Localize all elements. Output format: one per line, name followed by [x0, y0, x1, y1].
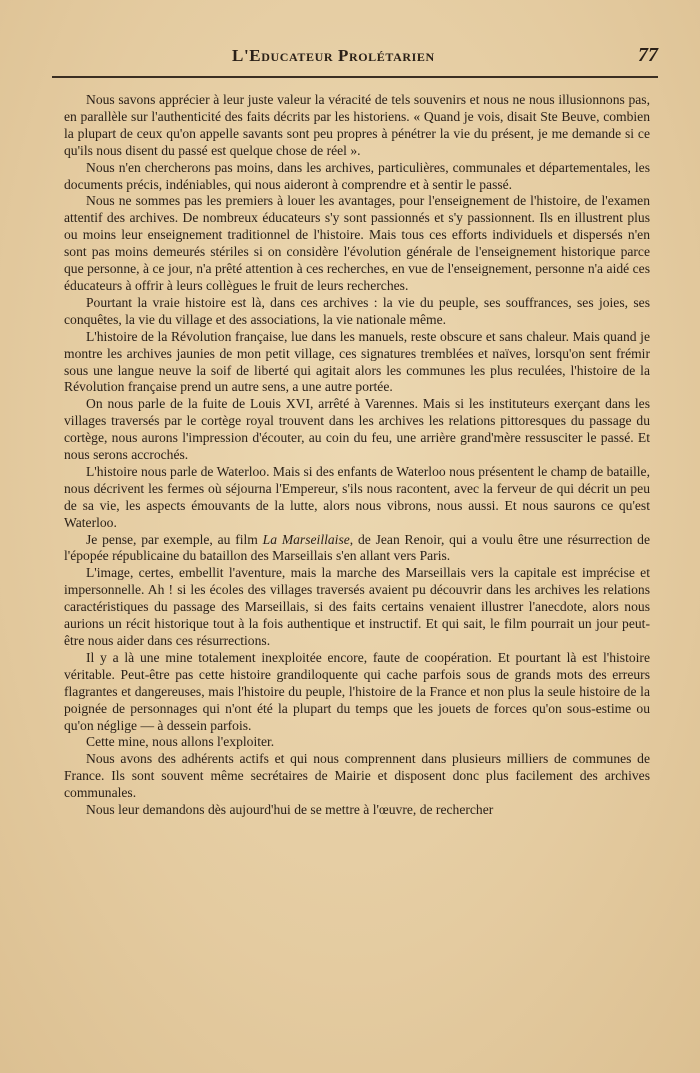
film-title: La Marseillaise — [262, 531, 350, 547]
running-title: L'Educateur Prolétarien — [232, 46, 435, 65]
paragraph — [64, 532, 650, 566]
page-header — [52, 44, 658, 78]
paragraph: Nous avons des adhérents actifs et qui nous comprennent dans plusieurs milliers de communes de France. Ils sont souvent même secrétaires de Mairie et disposent donc plus facilement des archives communales. — [64, 751, 650, 801]
page-number: 77 — [638, 44, 658, 66]
text-run: , de Jean Renoir, qui a voulu être une résurrection de l'épopée républicaine du bataillon des Marseillais s'en allant vers Paris. — [64, 531, 650, 564]
text-run: Je pense, par exemple, au film — [86, 531, 263, 547]
paragraph: Il y a là une mine totalement inexploitée encore, faute de coopération. Et pourtant là est l'histoire véritable. Peut-être pas cette histoire grandiloquente qui cache parfois sous de grands mots des erreurs flagrantes et dangereuses, mais l'histoire du peuple, l'histoire de la France et non plus la seule histoire de la poignée de personnages qui n'ont été la plupart du temps que les jouets de forces qu'on sous-estime ou qu'on néglige — à dessein parfois. — [64, 649, 650, 733]
paragraph: Nous ne sommes pas les premiers à louer les avantages, pour l'enseignement de l'histoire, de l'examen attentif des archives. De nombreux éducateurs s'y sont passionnés et s'y passionnent. Ils en illustrent plus ou moins leur enseignement traditionnel de l'histoire. Mais tous ces efforts individuels et dispersés n'en sont pas moins demeurés stériles si on considère l'évolution générale de l'enseignement historique parce que personne, à ce jour, n'a prêté attention à ces recherches, en vue de l'enseignement, personne n'a aidé ces éducateurs à offrir à leurs collègues le fruit de leurs recherches. — [64, 193, 650, 293]
paragraph: Nous leur demandons dès aujourd'hui de se mettre à l'œuvre, de rechercher — [86, 802, 494, 818]
paragraph: L'histoire de la Révolution française, lue dans les manuels, reste obscure et sans chaleur. Mais quand je montre les archives jaunies de mon petit village, ces signatures tremblées et naïves, lorsqu'on sent frémir sous une langue neuve la soif de liberté qui agitait alors les communes les plus reculées, l'histoire de la Révolution française prend un autre sens, a une autre portée. — [64, 328, 650, 395]
paragraph: L'histoire nous parle de Waterloo. Mais si des enfants de Waterloo nous présentent le champ de bataille, nous décrivent les fermes où séjourna l'Empereur, s'ils nous racontent, avec la ferveur de qui décrit un peu de sa vie, les aspects émouvants de la lutte, alors nous vibrons, nous aussi. Et nous saurons ce qu'est Waterloo. — [64, 463, 650, 530]
paragraph: L'image, certes, embellit l'aventure, mais la marche des Marseillais vers la capitale est imprécise et impersonnelle. Ah ! si les écoles des villages traversés avaient pu découvrir dans les archives les relations caractéristiques du passage des Marseillais, si des faits certains venaient illustrer l'anecdote, alors nous aurions un récit historique tout à la fois authentique et instructif. Et qui sait, le film pourrait un jour peut-être nous aider dans ces résurrections. — [64, 565, 650, 648]
paragraph: Pourtant la vraie histoire est là, dans ces archives : la vie du peuple, ses souffrances, ses joies, ses conquêtes, la vie du village et des associations, la vie nationale même. — [64, 294, 650, 327]
paragraph: On nous parle de la fuite de Louis XVI, arrêté à Varennes. Mais si les instituteurs exerçant dans les villages traversés par le cortège royal trouvent dans les archives les relations pittoresques du passage du cortège, nous aurons l'impression d'écouter, au coin du feu, une arrière grand'mère ressusciter le passé. Et nous serons accrochés. — [64, 396, 650, 463]
paragraph: Cette mine, nous allons l'exploiter. — [86, 734, 275, 750]
paragraph: Nous savons apprécier à leur juste valeur la véracité de tels souvenirs et nous ne nous illusionnons pas, en parallèle sur l'authenticité des faits décrits par les historiens. « Quand je vois, disait Ste Beuve, combien la plupart de ceux qu'on appelle savants sont peu propres à pénétrer la vie du présent, je me demande si ce qu'ils nous disent du passé est quelque chose de réel ». — [64, 92, 650, 158]
paragraph: Nous n'en chercherons pas moins, dans les archives, particulières, communales et départementales, les documents précis, indéniables, qui nous aideront à comprendre et à sentir le passé. — [64, 159, 650, 192]
article-body — [64, 92, 650, 819]
